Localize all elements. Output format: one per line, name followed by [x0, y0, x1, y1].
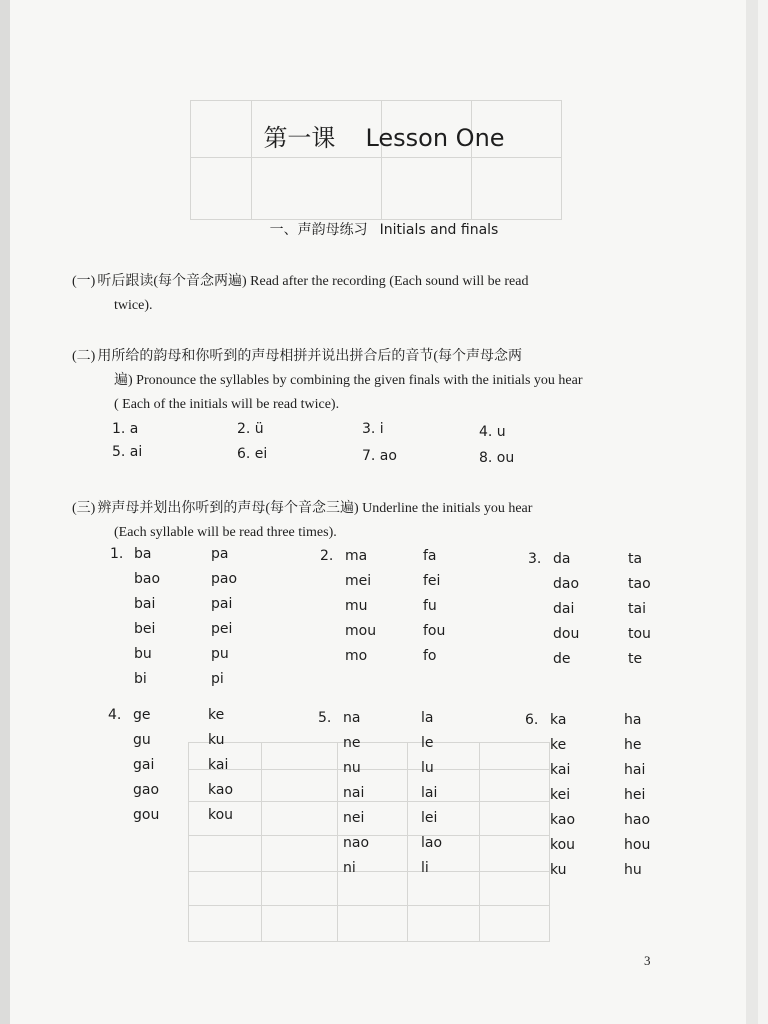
lesson-title-zh: 第一课 — [263, 124, 336, 152]
syllable: ka — [550, 712, 567, 728]
syllable: mei — [345, 573, 372, 589]
section-title — [0, 219, 768, 239]
syllable: ku — [550, 862, 567, 878]
page-edge — [746, 0, 758, 1024]
syllable: te — [628, 651, 643, 667]
syllable: fu — [423, 598, 437, 614]
syllable: ke — [550, 737, 567, 753]
syllable: gu — [133, 732, 151, 748]
group-label: 2. — [320, 548, 334, 564]
syllable: nu — [343, 760, 361, 776]
syllable: kai — [550, 762, 571, 778]
final-item: 4. u — [479, 424, 506, 440]
exercise-1-line-1: 听后跟读(每个音念两遍) Read after the recording (Each sound will be read — [97, 274, 529, 289]
syllable: dou — [553, 626, 580, 642]
syllable: la — [421, 710, 434, 726]
syllable: ke — [208, 707, 225, 723]
section-title-en: Initials and finals — [379, 222, 499, 238]
syllable: bu — [134, 646, 152, 662]
exercise-1-instructions — [72, 270, 692, 318]
syllable: kao — [208, 782, 234, 798]
syllable: pi — [211, 671, 224, 687]
exercise-2-line-3: ( Each of the initials will be read twice). — [114, 397, 340, 412]
syllable: ni — [343, 860, 356, 876]
syllable: bei — [134, 621, 156, 637]
syllable: lai — [421, 785, 438, 801]
syllable: bi — [134, 671, 147, 687]
lesson-title-en: Lesson One — [365, 124, 505, 152]
final-item: 3. i — [362, 421, 384, 437]
final-item: 8. ou — [479, 450, 515, 466]
syllable: mu — [345, 598, 368, 614]
final-item: 7. ao — [362, 448, 397, 464]
syllable: ta — [628, 551, 643, 567]
exercise-3-number: (三) — [72, 501, 96, 516]
final-item: 6. ei — [237, 446, 268, 462]
syllable: pu — [211, 646, 229, 662]
exercise-3-instructions — [72, 497, 692, 545]
syllable: hu — [624, 862, 642, 878]
syllable: bao — [134, 571, 161, 587]
syllable: pei — [211, 621, 233, 637]
syllable: gou — [133, 807, 160, 823]
syllable: fei — [423, 573, 441, 589]
page-shadow — [0, 0, 10, 1024]
syllable: lu — [421, 760, 434, 776]
syllable: lei — [421, 810, 438, 826]
exercise-1-line-2: twice). — [114, 298, 153, 313]
group-label: 4. — [108, 707, 122, 723]
exercise-2-instructions — [72, 345, 692, 417]
syllable: dao — [553, 576, 580, 592]
exercise-2-line-2: 遍) Pronounce the syllables by combining the given finals with the initials you hear — [114, 373, 583, 388]
page-number: 3 — [644, 953, 651, 968]
syllable: dai — [553, 601, 575, 617]
syllable: kai — [208, 757, 229, 773]
syllable: mo — [345, 648, 368, 664]
syllable: kou — [550, 837, 576, 853]
syllable: kei — [550, 787, 571, 803]
syllable: nei — [343, 810, 365, 826]
syllable: ba — [134, 546, 152, 562]
syllable: da — [553, 551, 571, 567]
exercise-3-line-1: 辨声母并划出你听到的声母(每个音念三遍) Underline the initials you hear — [97, 501, 533, 516]
syllable: mou — [345, 623, 377, 639]
final-item: 2. ü — [237, 421, 264, 437]
syllable: ne — [343, 735, 361, 751]
syllable: ha — [624, 712, 642, 728]
syllable: le — [421, 735, 434, 751]
syllable: ge — [133, 707, 151, 723]
syllable: gao — [133, 782, 160, 798]
syllable: na — [343, 710, 361, 726]
syllable: gai — [133, 757, 155, 773]
exercise-2-number: (二) — [72, 349, 96, 364]
syllable: hei — [624, 787, 646, 803]
section-title-zh: 一、声韵母练习 — [269, 222, 368, 238]
group-label: 6. — [525, 712, 539, 728]
syllable: fo — [423, 648, 437, 664]
final-item: 5. ai — [112, 444, 143, 460]
exercise-1-number: (一) — [72, 274, 96, 289]
syllable: hou — [624, 837, 651, 853]
syllable: hao — [624, 812, 651, 828]
exercise-3-line-2: (Each syllable will be read three times). — [114, 525, 337, 540]
final-item: 1. a — [112, 421, 139, 437]
syllable: pai — [211, 596, 233, 612]
syllable: hai — [624, 762, 646, 778]
syllable: pao — [211, 571, 238, 587]
group-label: 5. — [318, 710, 332, 726]
group-label: 3. — [528, 551, 542, 567]
syllable: kao — [550, 812, 576, 828]
syllable: nai — [343, 785, 365, 801]
syllable: tai — [628, 601, 646, 617]
syllable: he — [624, 737, 642, 753]
syllable: ku — [208, 732, 225, 748]
syllable: fou — [423, 623, 446, 639]
syllable: tao — [628, 576, 651, 592]
syllable: ma — [345, 548, 368, 564]
syllable: pa — [211, 546, 229, 562]
syllable: lao — [421, 835, 443, 851]
syllable: nao — [343, 835, 370, 851]
syllable: kou — [208, 807, 234, 823]
syllable: fa — [423, 548, 437, 564]
syllable: tou — [628, 626, 651, 642]
group-label: 1. — [110, 546, 124, 562]
lesson-title — [0, 118, 768, 153]
syllable: bai — [134, 596, 156, 612]
exercise-2-line-1: 用所给的韵母和你听到的声母相拼并说出拼合后的音节(每个声母念两 — [97, 349, 522, 364]
syllable: li — [421, 860, 429, 876]
syllable: de — [553, 651, 571, 667]
